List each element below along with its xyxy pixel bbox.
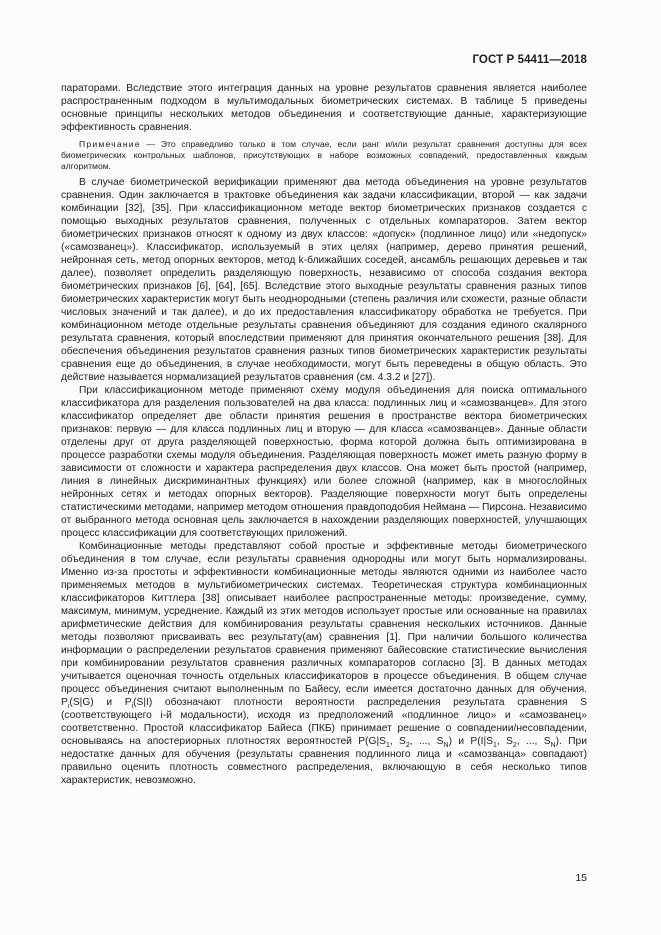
document-header: ГОСТ Р 54411—2018 — [472, 54, 587, 66]
page-number: 15 — [575, 872, 587, 884]
paragraph-classification-method: При классификационном методе применяют схему модуля объединения для поиска оптимального классификатора для разделения пользователей на два класса: подлинных лиц и «самозванцев». Для этого классификатор определяет две области принятия решения в пространстве вектора биометрических признаков: первую — для класса подлинных лиц и вторую — для класса «самозванцев». Данные области отделены друг от друга разделяющей поверхностью, форма которой должна быть оптимизирована в процессе разработки схемы модуля объединения. Разделяющая поверхность может иметь разную форму в зависимости от сложности и характера распределения двух классов. Она может быть простой (например, линия в линейных дискриминантных функциях) или более сложной (например, как в многослойных нейронных сетях и методах опорных векторов). Разделяющие поверхности могут быть определены статистическими методами, например методом отношения правдоподобия Неймана — Пирсона. Независимо от выбранного метода основная цель заключается в нахождении разделяющих поверхностей, улучшающих процесс классификации для соответствующих приложений. — [61, 385, 587, 539]
paragraph-combination-text: Комбинационные методы представляют собой простые и эффективные методы биометрического объединения в том случае, если результаты сравнения однородны или могут быть нормализированы. Именно из-за простоты и эффективности комбинационные методы являются одними из наиболее часто применяемых методов в мультибиометрических системах. Теоретическая структура комбинационных классификаторов Киттлера [38] описывает наиболее распространенные методы: произведение, сумму, максимум, минимум, усреднение. Каждый из этих методов использует простые или основанные на правилах арифметические действия для комбинирования результаты сравнения нескольких источников. Данные методы позволяют присваивать вес результату(ам) сравнения [1]. При наличии большого количества информации о распределении результатов сравнения применяют байесовские статистические вычисления при комбинировании результатов сравнения различных компараторов согласно [3]. В данных методах учитывается оценочная точность отдельных классификаторов в процессе объединения. В общем случае процесс объединения считают выполненным по Байесу, если имеется достаточно данных для обучения. — [61, 541, 587, 695]
page-body — [61, 82, 587, 787]
note-label: Примечание — [79, 139, 141, 149]
paragraph-combination-methods: Комбинационные методы представляют собой простые и эффективные методы биометрического объединения в том случае, если результаты сравнения однородны или могут быть нормализированы. Именно из-за простоты и эффективности комбинационные методы являются одними из наиболее часто применяемых методов в мультибиометрических системах. Теоретическая структура комбинационных классификаторов Киттлера [38] описывает наиболее распространенные методы: произведение, сумму, максимум, минимум, усреднение. Каждый из этих методов использует простые или основанные на правилах арифметические действия для комбинирования результаты сравнения нескольких источников. Данные методы позволяют присваивать вес результату(ам) сравнения [1]. При наличии большого количества информации о распределении результатов сравнения применяют байесовские статистические вычисления при комбинировании результатов сравнения различных компараторов согласно [3]. В данных методах учитывается оценочная точность отдельных классификаторов в процессе объединения. В общем случае процесс объединения считают выполненным по Байесу, если имеется достаточно данных для обучения. $P_i(S|G)$ и $P_i(S|I)$ обозначают плотности вероятности распределения результата сравнения S (соответствующего i-й модальности), исходя из предположений «подлинное лицо» и «самозванец» соответственно. Простой классификатор Байеса (ПКБ) принимает решение о совпадении/несовпадении, основываясь на апостериорных плотностях вероятностей $P(G|S_1$, $S_2$, ..., $S_N$) и $P(I|S_1$, $S_2$, ..., $S_N$). При недостатке данных для обучения (результаты сравнения подлинного лица и «самозванца» совпадают) правильно оценить плотность совместного распределения, включающую в себя несколько типов характеристик, невозможно. — [61, 541, 587, 786]
paragraph-verification-methods: В случае биометрической верификации применяют два метода объединения на уровне результатов сравнения. Один заключается в трактовке объединения как задачи классификации, второй — как задачи комбинации [32], [35]. При классификационном методе вектор биометрических признаков создается с помощью выходных результатов сравнения, полученных с отдельных компараторов. Затем вектор биометрических признаков относят к одному из двух классов: «допуск» (подлинное лицо) или «недопуск» («самозванец»). Классификатор, используемый в этих целях (например, дерево принятия решений, нейронная сеть, метод опорных векторов, метод k-ближайших соседей, ансамбль решающих деревьев и так далее), позволяет определить разделяющую поверхность, независимо от способа создания вектора биометрических признаков [6], [64], [65]. Вследствие этого выходные результаты сравнения разных типов биометрических характеристик могут быть неоднородными (степень различия или схожести, разные области числовых значений и так далее), и до их предоставления классификатору обработка не требуется. При комбинационном методе отдельные результаты сравнения объединяют для создания единого скалярного результата сравнения, который впоследствии применяют для принятия окончательного решения [38]. Для обеспечения объединения результатов сравнения разных типов биометрических характеристик результаты сравнения еще до объединения, в случае необходимости, могут быть переведены в общую область. Это действие называется нормализацией результатов сравнения (см. 4.3.2 и [27]). — [61, 177, 587, 383]
paragraph-continuation: параторами. Вследствие этого интеграция данных на уровне результатов сравнения является наиболее распространенным подходом в мультимодальных биометрических системах. В таблице 5 приведены основные принципы нескольких методов объединения и соответствующие данные, характеризующие эффективность сравнения. — [61, 83, 587, 133]
note — [61, 139, 587, 172]
note-text: — Это справедливо только в том случае, если ранг и/или результат сравнения доступны для всех биометрических контрольных шаблонов, присутствующих в наборе возможных совпадений, предоставленных каждым алгоритмом. — [61, 139, 587, 171]
